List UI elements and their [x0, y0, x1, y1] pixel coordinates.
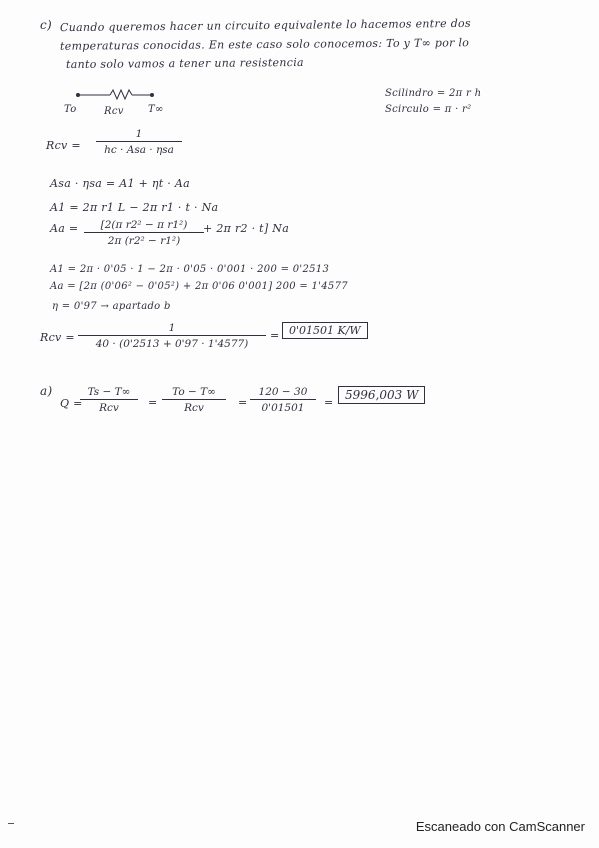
circuit-label-tinf: T∞	[148, 104, 164, 115]
thermal-circuit-diagram	[70, 86, 180, 104]
rcv-value-lhs: Rcv =	[40, 331, 75, 344]
rcv-formula-denominator: hc · Asa · ηsa	[96, 141, 182, 156]
part-a-f3-num: 120 − 30	[258, 386, 308, 398]
part-a-f1-num: Ts − T∞	[87, 386, 131, 398]
part-a-fraction-2	[162, 386, 226, 414]
part-a-fraction-3	[250, 386, 316, 414]
rcv-formula-fraction	[96, 128, 182, 156]
eq-aa-fraction	[84, 219, 204, 247]
eq-aa-rest: + 2π r2 · t] Na	[203, 222, 290, 235]
intro-line-1: Cuando queremos hacer un circuito equivalente lo hacemos entre dos	[59, 16, 471, 35]
rcv-value-result: 0'01501 K/W	[282, 322, 368, 339]
part-a-eq-1: =	[148, 396, 158, 409]
part-a-result: 5996,003 W	[338, 386, 425, 404]
camscanner-footer: Escaneado con CamScanner	[415, 819, 585, 834]
area-circle: Scirculo = π · r²	[385, 104, 472, 115]
eq-aa-lhs: Aa =	[50, 222, 79, 235]
section-label-c: c)	[40, 18, 53, 32]
part-a-f2-num: To − T∞	[172, 386, 216, 398]
eq-eta: η = 0'97 → apartado b	[52, 301, 171, 312]
intro-line-3: tanto solo vamos a tener una resistencia	[65, 55, 304, 72]
rcv-formula-lhs: Rcv =	[46, 139, 81, 152]
eq-aa-numerator: [2(π r2² − π r1²)	[100, 219, 188, 231]
circuit-label-rcv: Rcv	[104, 106, 124, 117]
part-a-f3-den: 0'01501	[250, 399, 316, 414]
eq-a1: A1 = 2π r1 L − 2π r1 · t · Na	[50, 201, 219, 214]
rcv-value-fraction	[78, 322, 266, 350]
part-a-eq-2: =	[238, 396, 248, 409]
part-a-f2-den: Rcv	[162, 399, 226, 414]
rcv-value-equals: =	[270, 329, 280, 342]
part-a-eq-3: =	[324, 396, 334, 409]
eq-aa-denominator: 2π (r2² − r1²)	[84, 232, 204, 247]
section-label-a: a)	[40, 384, 53, 398]
intro-line-2: temperaturas conocidas. En este caso solo conocemos: To y T∞ por lo	[59, 36, 470, 53]
part-a-fraction-1	[80, 386, 138, 414]
eq-a1-value: A1 = 2π · 0'05 · 1 − 2π · 0'05 · 0'001 · 200 = 0'2513	[50, 264, 330, 275]
eq-asa: Asa · ηsa = A1 + ηt · Aa	[50, 177, 190, 190]
part-a-f1-den: Rcv	[80, 399, 138, 414]
page-edge-mark	[8, 823, 14, 824]
area-cylinder: Scilindro = 2π r h	[385, 88, 482, 99]
circuit-label-t0: To	[64, 104, 77, 115]
eq-aa-value: Aa = [2π (0'06² − 0'05²) + 2π 0'06 0'001] 200 = 1'4577	[50, 281, 348, 292]
rcv-value-denominator: 40 · (0'2513 + 0'97 · 1'4577)	[78, 335, 266, 350]
part-a-q: Q =	[60, 397, 83, 410]
rcv-value-numerator: 1	[168, 322, 176, 334]
rcv-formula-numerator: 1	[135, 128, 143, 140]
